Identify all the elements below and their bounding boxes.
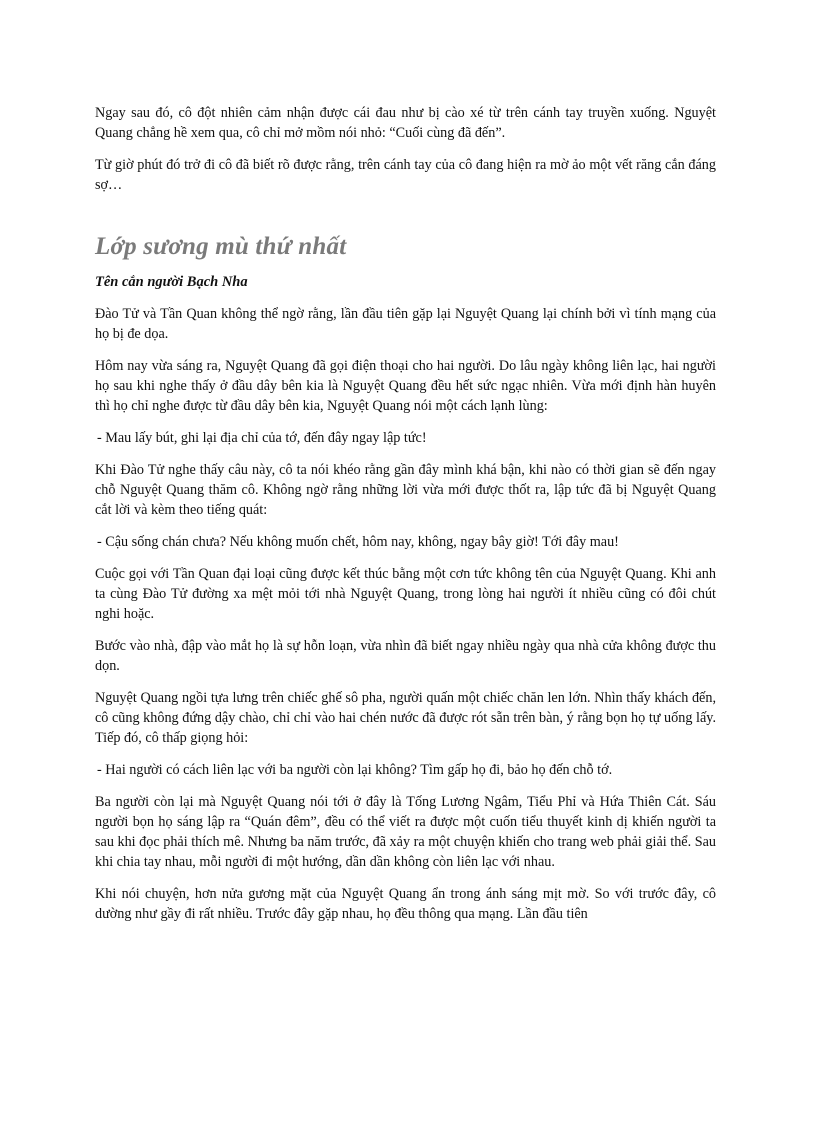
body-paragraph: Cuộc gọi với Tần Quan đại loại cũng được kết thúc bằng một cơn tức không tên của Nguyệt Quang. Khi anh ta cùng Đào Tử đường xa mệt mỏi tới nhà Nguyệt Quang, trong lòng hai người ít nhiều cũng có đôi chút nghi hoặc. [95,566,716,622]
chapter-title: Lớp sương mù thứ nhất [95,233,347,260]
body-paragraph: Ba người còn lại mà Nguyệt Quang nói tới ở đây là Tống Lương Ngâm, Tiểu Phỉ và Hứa Thiên Cát. Sáu người bọn họ sáng lập ra “Quán đêm”, đều có thể viết ra được một cuốn tiểu thuyết kinh dị khiến người ta sau khi đọc phải thích mê. Nhưng ba năm trước, đã xảy ra một chuyện khiến cho trang web phải giải thể. Sau khi chia tay nhau, mỗi người đi một hướng, dần dần không còn liên lạc với nhau. [95,794,716,870]
body-paragraph: Hôm nay vừa sáng ra, Nguyệt Quang đã gọi điện thoại cho hai người. Do lâu ngày không liên lạc, hai người họ sau khi nghe thấy ở đầu dây bên kia là Nguyệt Quang đều hết sức ngạc nhiên. Vừa mới định hàn huyên thì họ chỉ nghe được từ đầu dây bên kia, Nguyệt Quang nói một cách lạnh lùng: [95,358,716,414]
dialogue-line: - Hai người có cách liên lạc với ba người còn lại không? Tìm gấp họ đi, bảo họ đến chỗ tớ. [97,762,613,778]
body-paragraph: Nguyệt Quang ngồi tựa lưng trên chiếc ghế sô pha, người quấn một chiếc chăn len lớn. Nhìn thấy khách đến, cô cũng không đứng dậy chào, chỉ chỉ vào hai chén nước đã được rót sẵn trên bàn, ý rằng bọn họ tự uống lấy. Tiếp đó, cô thấp giọng hỏi: [95,690,716,746]
intro-paragraph-2: Từ giờ phút đó trở đi cô đã biết rõ được rằng, trên cánh tay của cô đang hiện ra mờ ảo một vết răng cắn đáng sợ… [95,157,716,193]
intro-paragraph-1: Ngay sau đó, cô đột nhiên cảm nhận được cái đau như bị cào xé từ trên cánh tay truyền xuống. Nguyệt Quang chẳng hề xem qua, cô chỉ mở mồm nói nhỏ: “Cuối cùng đã đến”. [95,105,716,141]
body-paragraph: Bước vào nhà, đập vào mắt họ là sự hỗn loạn, vừa nhìn đã biết ngay nhiều ngày qua nhà cửa không được thu dọn. [95,638,716,674]
body-paragraph: Khi Đào Tử nghe thấy câu này, cô ta nói khéo rằng gần đây mình khá bận, khi nào có thời gian sẽ đến ngay chỗ Nguyệt Quang thăm cô. Không ngờ rằng những lời vừa mới được thốt ra, lập tức đã bị Nguyệt Quang cắt lời và kèm theo tiếng quát: [95,462,716,518]
section-title: Tên cắn người Bạch Nha [95,274,248,290]
dialogue-line: - Mau lấy bút, ghi lại địa chỉ của tớ, đến đây ngay lập tức! [97,430,427,446]
document-page [95,103,716,936]
body-paragraph: Khi nói chuyện, hơn nửa gương mặt của Nguyệt Quang ẩn trong ánh sáng mịt mờ. So với trước đây, cô dường như gầy đi rất nhiều. Trước đây gặp nhau, họ đều thông qua mạng. Lần đầu tiên [95,886,716,922]
dialogue-line: - Cậu sống chán chưa? Nếu không muốn chết, hôm nay, không, ngay bây giờ! Tới đây mau! [97,534,619,550]
body-paragraph: Đào Tử và Tần Quan không thể ngờ rằng, lần đầu tiên gặp lại Nguyệt Quang lại chính bởi vì tính mạng của họ bị đe dọa. [95,306,716,342]
